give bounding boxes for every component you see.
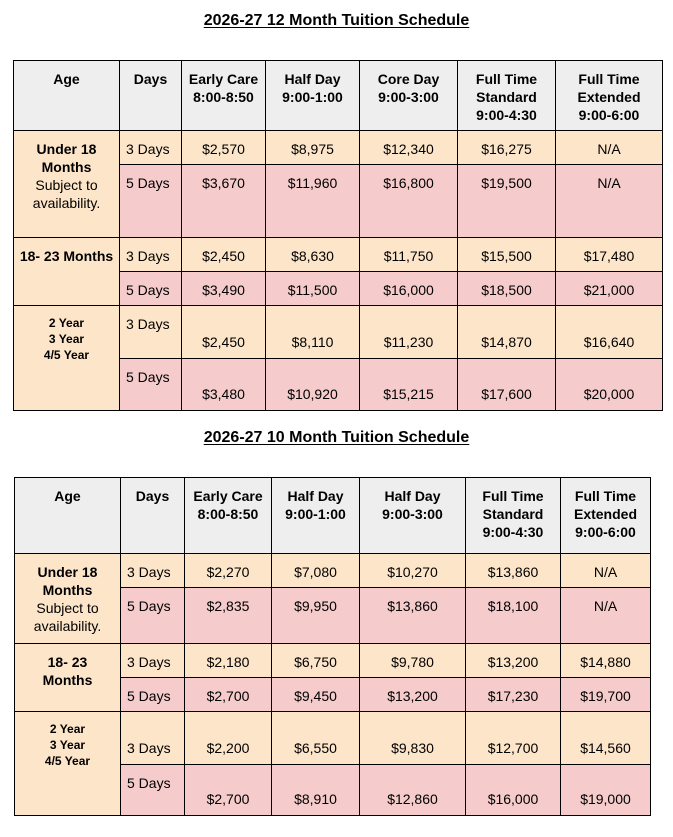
price-cell: $14,870	[458, 306, 556, 359]
price-cell: $3,480	[182, 359, 266, 411]
tuition-table-10-month	[14, 477, 651, 816]
price-cell: $2,270	[185, 554, 272, 588]
days-label: 5 Days	[121, 588, 185, 644]
price-cell: $21,000	[556, 272, 663, 306]
price-cell: $2,835	[185, 588, 272, 644]
days-label: 3 Days	[120, 238, 182, 272]
price-cell: $19,700	[561, 678, 651, 712]
price-cell: $9,830	[360, 712, 466, 765]
table-row	[15, 712, 651, 765]
price-cell: $2,450	[182, 306, 266, 359]
price-cell: $8,975	[266, 131, 360, 165]
age-group-18-23: 18- 23 Months	[14, 238, 120, 306]
price-cell: $16,800	[360, 165, 458, 238]
header-half-day: Half Day 9:00-1:00	[272, 478, 360, 554]
price-cell: $16,275	[458, 131, 556, 165]
price-cell: $20,000	[556, 359, 663, 411]
price-cell: $18,500	[458, 272, 556, 306]
price-cell: $18,100	[466, 588, 561, 644]
price-cell: $13,200	[360, 678, 466, 712]
price-cell: $3,670	[182, 165, 266, 238]
table-row	[15, 554, 651, 588]
price-cell: $6,750	[272, 644, 360, 678]
price-cell: $8,630	[266, 238, 360, 272]
price-cell: $19,500	[458, 165, 556, 238]
price-cell: $12,860	[360, 765, 466, 816]
price-cell: N/A	[561, 588, 651, 644]
header-full-time-extended: Full Time Extended 9:00-6:00	[561, 478, 651, 554]
header-days: Days	[121, 478, 185, 554]
price-cell: $10,920	[266, 359, 360, 411]
header-half-day-3pm: Half Day 9:00-3:00	[360, 478, 466, 554]
price-cell: $13,860	[466, 554, 561, 588]
price-cell: $11,960	[266, 165, 360, 238]
price-cell: $12,700	[466, 712, 561, 765]
table-row	[14, 306, 663, 359]
price-cell: N/A	[556, 131, 663, 165]
tuition-table-12-month	[13, 60, 663, 411]
days-label: 5 Days	[121, 765, 185, 816]
price-cell: $7,080	[272, 554, 360, 588]
days-label: 5 Days	[120, 165, 182, 238]
header-full-time-standard: Full Time Standard 9:00-4:30	[466, 478, 561, 554]
header-days: Days	[120, 61, 182, 131]
price-cell: $11,750	[360, 238, 458, 272]
header-age: Age	[15, 478, 121, 554]
price-cell: $9,450	[272, 678, 360, 712]
header-half-day: Half Day 9:00-1:00	[266, 61, 360, 131]
price-cell: $8,910	[272, 765, 360, 816]
price-cell: $16,000	[466, 765, 561, 816]
days-label: 3 Days	[121, 554, 185, 588]
age-group-under-18: Under 18 Months Subject to availability.	[14, 131, 120, 238]
schedule-10-month-title: 2026-27 10 Month Tuition Schedule	[203, 429, 470, 446]
age-group-2-5-year: 2 Year 3 Year 4/5 Year	[15, 712, 121, 816]
price-cell: $16,000	[360, 272, 458, 306]
days-label: 5 Days	[120, 272, 182, 306]
price-cell: $9,780	[360, 644, 466, 678]
price-cell: $6,550	[272, 712, 360, 765]
table-row	[15, 644, 651, 678]
table-row	[14, 238, 663, 272]
price-cell: $8,110	[266, 306, 360, 359]
price-cell: $17,230	[466, 678, 561, 712]
price-cell: $2,200	[185, 712, 272, 765]
header-early-care: Early Care 8:00-8:50	[185, 478, 272, 554]
price-cell: $2,450	[182, 238, 266, 272]
price-cell: $3,490	[182, 272, 266, 306]
price-cell: $13,200	[466, 644, 561, 678]
price-cell: $17,600	[458, 359, 556, 411]
price-cell: $16,640	[556, 306, 663, 359]
price-cell: $15,500	[458, 238, 556, 272]
price-cell: $2,700	[185, 765, 272, 816]
price-cell: $12,340	[360, 131, 458, 165]
header-early-care: Early Care 8:00-8:50	[182, 61, 266, 131]
age-group-2-5-year: 2 Year 3 Year 4/5 Year	[14, 306, 120, 411]
days-label: 3 Days	[120, 131, 182, 165]
price-cell: $15,215	[360, 359, 458, 411]
price-cell: N/A	[556, 165, 663, 238]
header-full-time-standard: Full Time Standard 9:00-4:30	[458, 61, 556, 131]
days-label: 3 Days	[121, 644, 185, 678]
price-cell: $13,860	[360, 588, 466, 644]
age-group-under-18: Under 18 Months Subject to availability.	[15, 554, 121, 644]
header-row	[15, 478, 651, 554]
schedule-12-month-title: 2026-27 12 Month Tuition Schedule	[203, 12, 470, 29]
header-core-day: Core Day 9:00-3:00	[360, 61, 458, 131]
days-label: 5 Days	[121, 678, 185, 712]
days-label: 3 Days	[121, 712, 185, 765]
price-cell: $17,480	[556, 238, 663, 272]
price-cell: $14,560	[561, 712, 651, 765]
price-cell: $9,950	[272, 588, 360, 644]
price-cell: N/A	[561, 554, 651, 588]
header-age: Age	[14, 61, 120, 131]
price-cell: $19,000	[561, 765, 651, 816]
price-cell: $10,270	[360, 554, 466, 588]
days-label: 5 Days	[120, 359, 182, 411]
header-row	[14, 61, 663, 131]
age-group-18-23: 18- 23 Months	[15, 644, 121, 712]
price-cell: $11,500	[266, 272, 360, 306]
header-full-time-extended: Full Time Extended 9:00-6:00	[556, 61, 663, 131]
price-cell: $2,700	[185, 678, 272, 712]
table-row	[14, 131, 663, 165]
price-cell: $2,180	[185, 644, 272, 678]
price-cell: $2,570	[182, 131, 266, 165]
price-cell: $14,880	[561, 644, 651, 678]
price-cell: $11,230	[360, 306, 458, 359]
days-label: 3 Days	[120, 306, 182, 359]
